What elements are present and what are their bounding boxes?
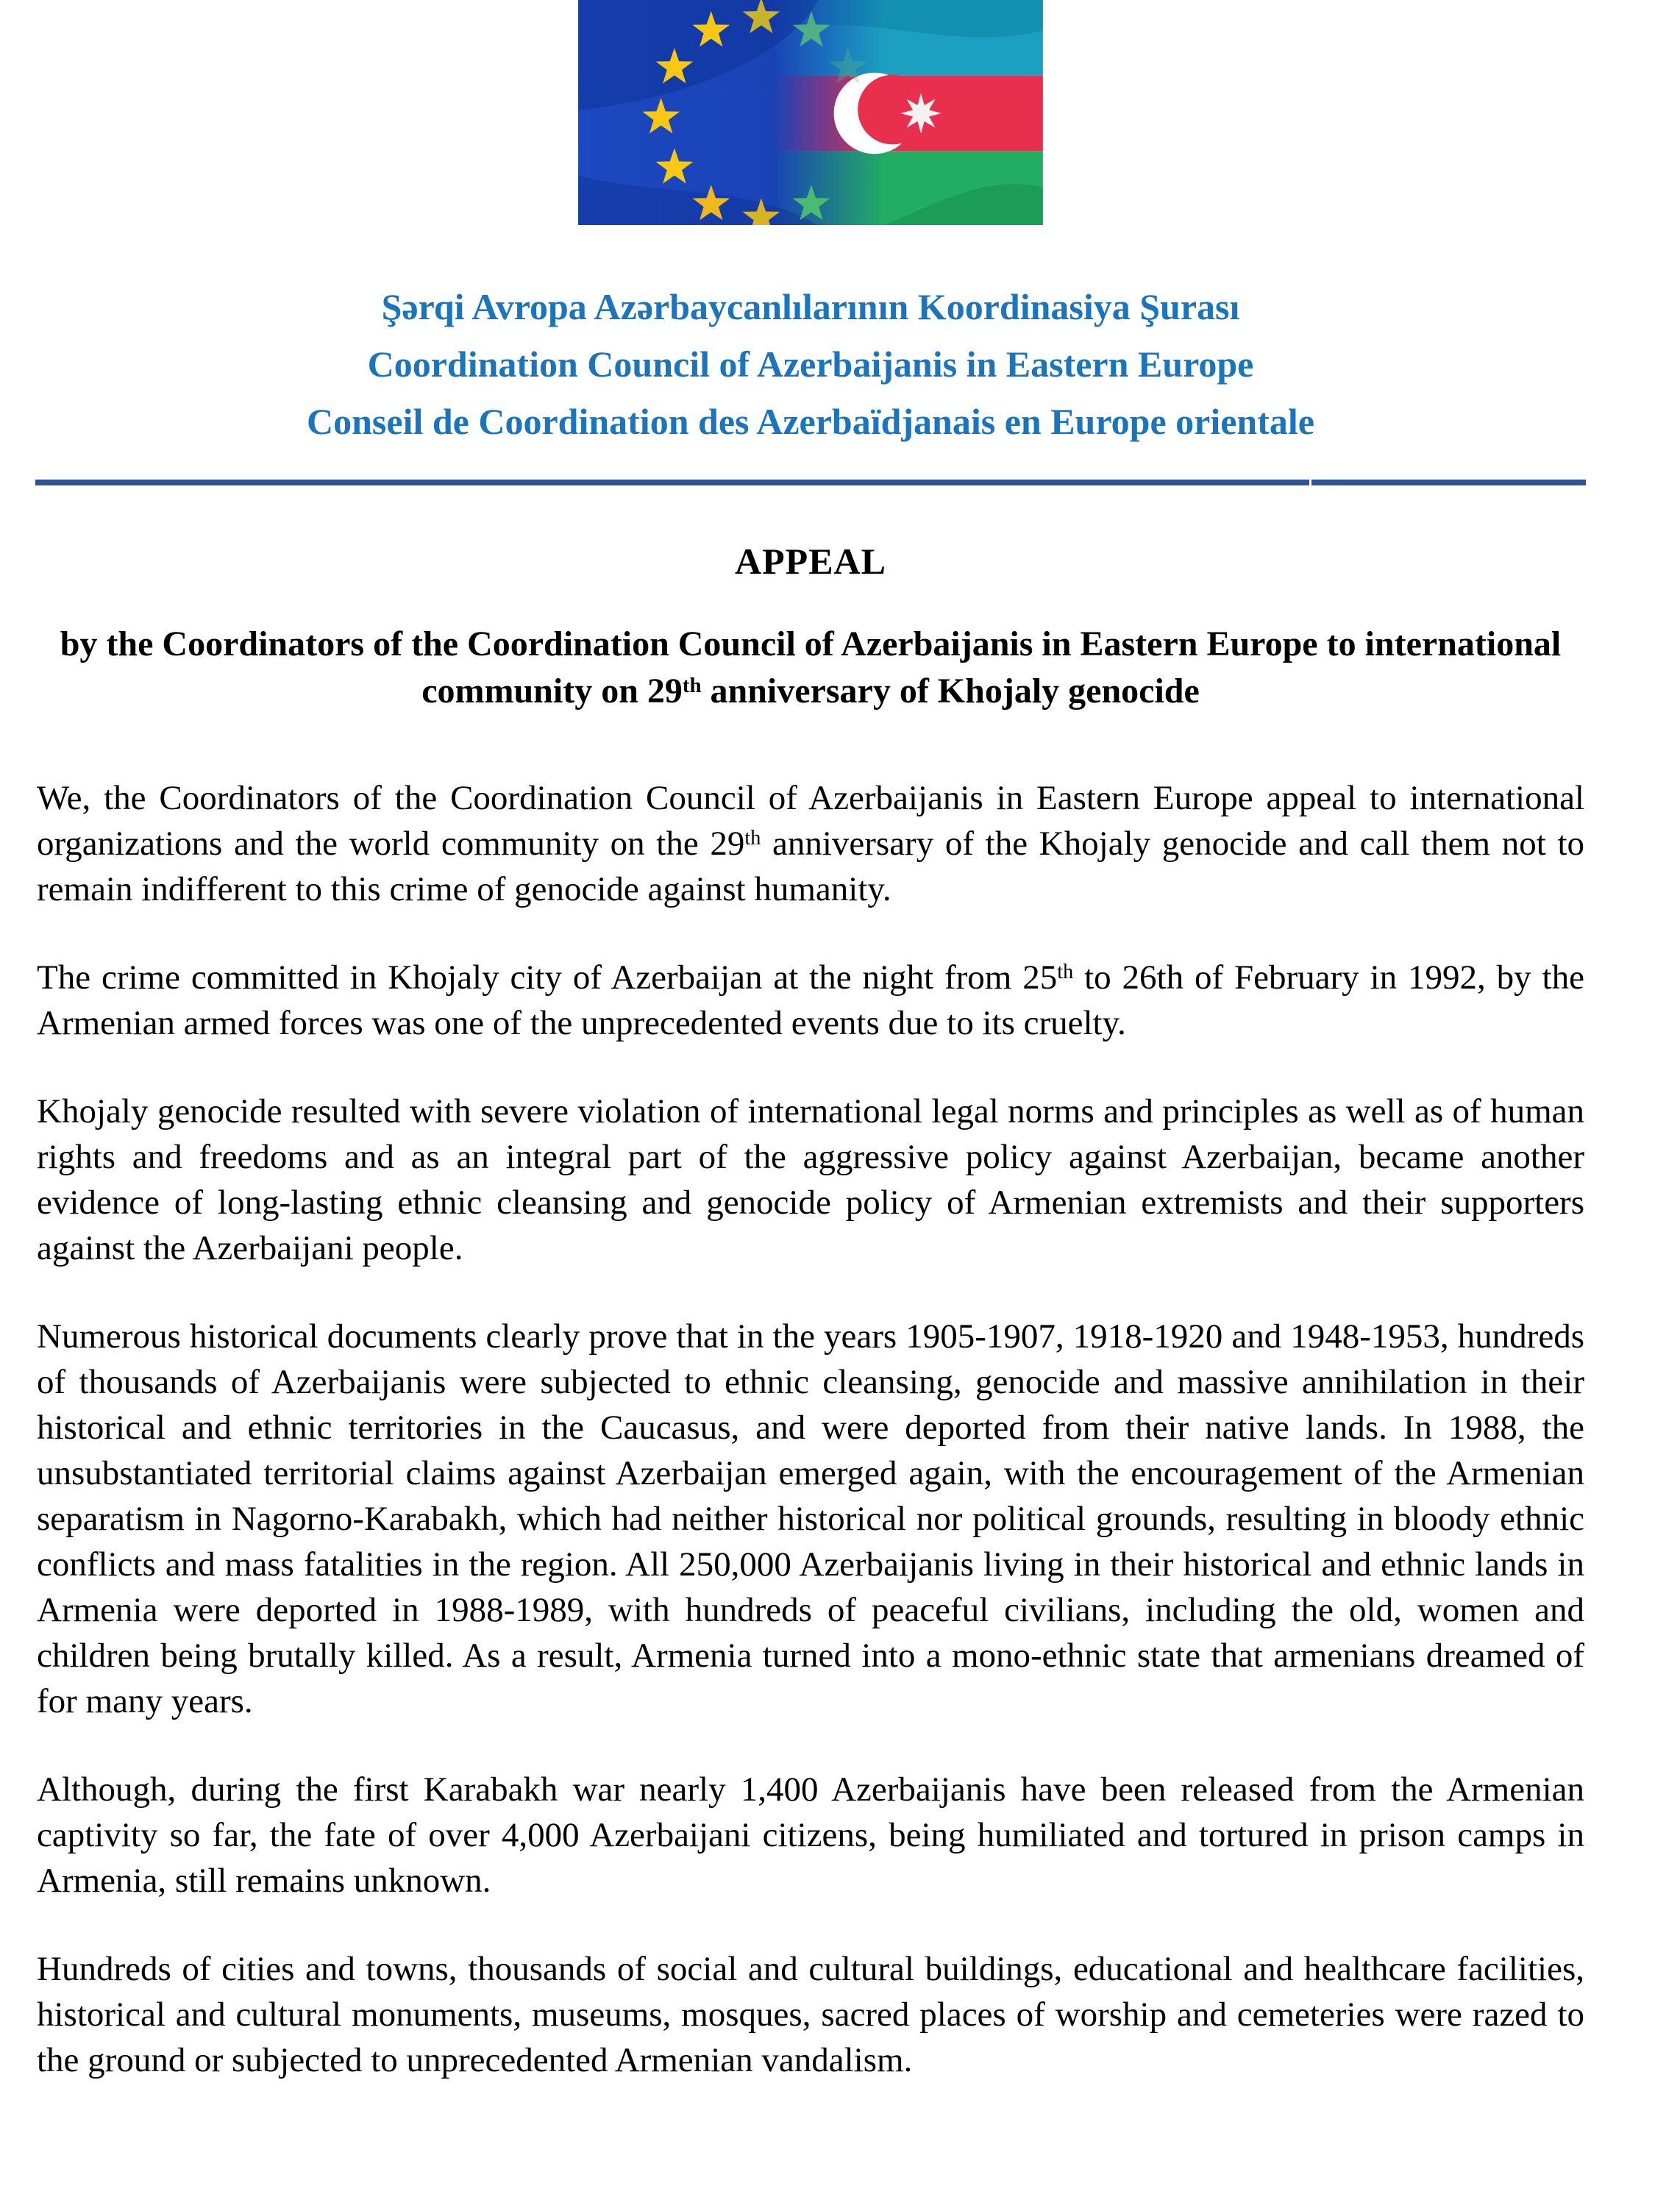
superscript-ordinal: th: [1057, 960, 1074, 983]
paragraph: Hundreds of cities and towns, thousands of social and cultural buildings, educational and healthcare facilities, historical and cultural monuments, museums, mosques, sacred places of worship and cemeteries were razed to the ground or subjected to unprecedented Armenian vandalism.: [37, 1950, 1584, 2079]
flag-container: [37, 0, 1584, 225]
eu-azerbaijan-flag-image: [578, 0, 1043, 225]
org-name-french: Conseil de Coordination des Azerbaïdjanais en Europe orientale: [307, 401, 1314, 442]
content-column: [37, 0, 1584, 2083]
paragraph: We, the Coordinators of the Coordination Council of Azerbaijanis in Eastern Europe appeal to international organizations and the world community on the 29th anniversary of the Khojaly genocide and call them not to remain indifferent to this crime of genocide against humanity.: [37, 779, 1585, 908]
superscript-ordinal: th: [744, 826, 761, 850]
subtitle-text-continued: anniversary of Khojaly genocide: [701, 672, 1200, 711]
org-name-azerbaijani: Şərqi Avropa Azərbaycanlılarının Koordinasiya Şurası: [381, 286, 1240, 327]
document-subtitle: [37, 621, 1584, 715]
paragraph: Although, during the first Karabakh war nearly 1,400 Azerbaijanis have been released from the Armenian captivity so far, the fate of over 4,000 Azerbaijani citizens, being humiliated and tortured in prison camps in Armenia, still remains unknown.: [37, 1770, 1584, 1900]
org-name-english: Coordination Council of Azerbaijanis in Eastern Europe: [367, 343, 1254, 385]
eight-point-star-icon: [900, 93, 941, 133]
paragraph: The crime committed in Khojaly city of Azerbaijan at the night from 25th to 26th of February in 1992, by the Armenian armed forces was one of the unprecedented events due to its cruelty.: [37, 958, 1584, 1042]
paragraph: Numerous historical documents clearly prove that in the years 1905-1907, 1918-1920 and 1948-1953, hundreds of thousands of Azerbaijanis were subjected to ethnic cleansing, genocide and massive annihilation in their historical and ethnic territories in the Caucasus, and were deported from their native lands. In 1988, the unsubstantiated territorial claims against Azerbaijan emerged again, with the encouragement of the Armenian separatism in Nagorno-Karabakh, which had neither historical nor political grounds, resulting in bloody ethnic conflicts and mass fatalities in the region. All 250,000 Azerbaijanis living in their historical and ethnic lands in Armenia were deported in 1988-1989, with hundreds of peaceful civilians, including the old, women and children being brutally killed. As a result, Armenia turned into a mono-ethnic state that armenians dreamed of for many years.: [37, 1317, 1584, 1720]
paragraph: Khojaly genocide resulted with severe violation of international legal norms and principles as well as of human rights and freedoms and as an integral part of the aggressive policy against Azerbaijan, became another evidence of long-lasting ethnic cleansing and genocide policy of Armenian extremists and their supporters against the Azerbaijani people.: [37, 1092, 1584, 1267]
document-title: APPEAL: [735, 541, 886, 582]
divider-seam: [1309, 480, 1311, 485]
superscript-ordinal: th: [682, 673, 702, 697]
subtitle-text: by the Coordinators of the Coordination Council of Azerbaijanis in Eastern Europe to international community on 29: [60, 624, 1562, 711]
document-body: [37, 775, 1584, 2083]
organization-names: [37, 278, 1584, 450]
divider-line: [35, 480, 1586, 485]
